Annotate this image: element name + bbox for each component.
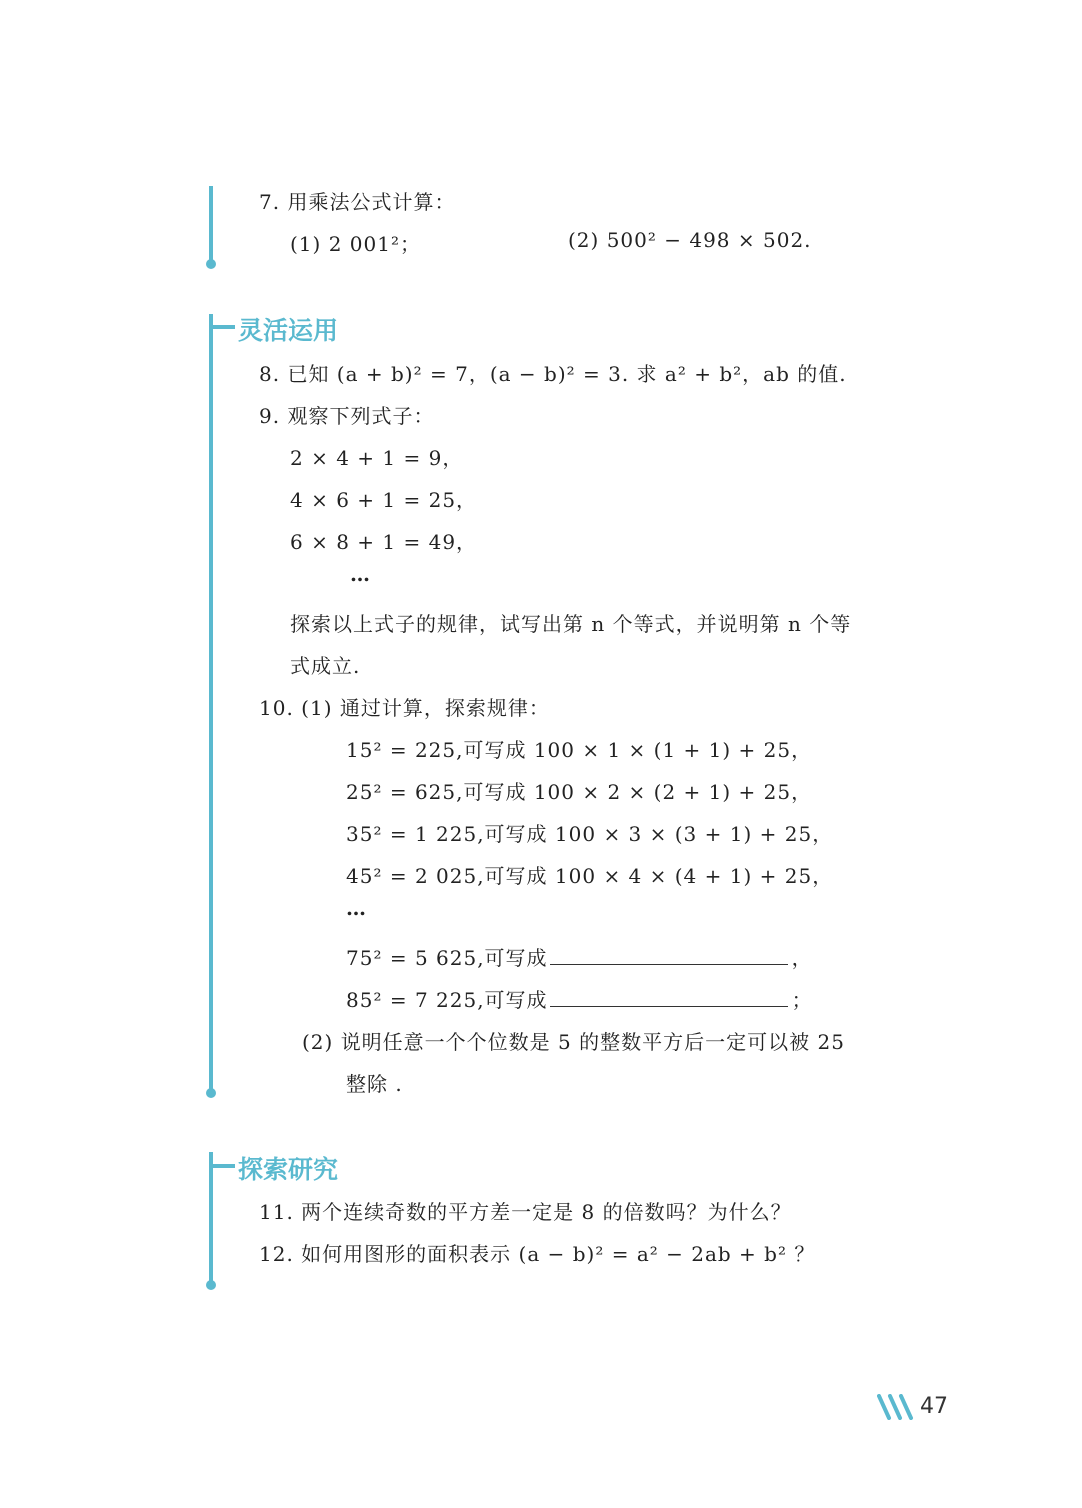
section-marker bbox=[209, 1164, 235, 1168]
question-9-stem: 9. 观察下列式子： bbox=[259, 404, 435, 428]
row-5-prefix: 75² = 5 625,可写成 bbox=[346, 946, 548, 970]
margin-bar bbox=[209, 186, 213, 264]
page-stripes-icon bbox=[877, 1394, 917, 1420]
question-10-row-3: 35² = 1 225,可写成 100 × 3 × (3 + 1) + 25， bbox=[346, 822, 834, 846]
margin-bar bbox=[209, 314, 213, 1094]
question-10-row-4: 45² = 2 025,可写成 100 × 4 × (4 + 1) + 25， bbox=[346, 864, 834, 888]
margin-bar bbox=[209, 1152, 213, 1286]
question-9-task-line-1: 探索以上式子的规律，试写出第 n 个等式，并说明第 n 个等 bbox=[290, 612, 852, 636]
question-8: 8. 已知 (a + b)² = 7，(a − b)² = 3. 求 a² + b²，ab 的值. bbox=[259, 362, 847, 386]
section-title-explore: 探索研究 bbox=[238, 1155, 339, 1184]
question-10-stem: 10. (1) 通过计算，探索规律： bbox=[259, 696, 550, 720]
question-9-ellipsis: … bbox=[350, 562, 371, 586]
question-7-stem: 7. 用乘法公式计算： bbox=[259, 190, 456, 214]
margin-bar-end-dot bbox=[206, 1088, 216, 1098]
question-7-part-1: (1) 2 001²； bbox=[290, 232, 421, 256]
question-10-part-2-line-2: 整除 . bbox=[346, 1072, 403, 1096]
question-9-task-line-2: 式成立. bbox=[290, 654, 361, 678]
question-10-row-2: 25² = 625,可写成 100 × 2 × (2 + 1) + 25， bbox=[346, 780, 813, 804]
page-number: 47 bbox=[920, 1394, 948, 1419]
margin-bar-end-dot bbox=[206, 1280, 216, 1290]
question-9-equation-3: 6 × 8 + 1 = 49， bbox=[290, 530, 478, 554]
question-7-part-2: (2) 500² − 498 × 502. bbox=[568, 228, 812, 252]
question-10-row-1: 15² = 225,可写成 100 × 1 × (1 + 1) + 25， bbox=[346, 738, 813, 762]
margin-bar-end-dot bbox=[206, 259, 216, 269]
question-10-ellipsis: … bbox=[346, 896, 367, 920]
question-11: 11. 两个连续奇数的平方差一定是 8 的倍数吗？为什么？ bbox=[259, 1200, 792, 1224]
question-9-equation-1: 2 × 4 + 1 = 9， bbox=[290, 446, 464, 470]
section-marker bbox=[209, 325, 235, 329]
answer-blank[interactable] bbox=[550, 946, 788, 965]
question-10-row-5 bbox=[346, 942, 813, 971]
question-10-part-2-line-1: (2) 说明任意一个个位数是 5 的整数平方后一定可以被 25 bbox=[302, 1030, 845, 1054]
question-9-equation-2: 4 × 6 + 1 = 25， bbox=[290, 488, 478, 512]
question-12: 12. 如何用图形的面积表示 (a − b)² = a² − 2ab + b² ？ bbox=[259, 1242, 816, 1266]
section-title-flexible: 灵活运用 bbox=[238, 316, 339, 345]
answer-blank[interactable] bbox=[550, 988, 788, 1007]
row-5-suffix: ， bbox=[791, 946, 813, 970]
row-6-suffix: ； bbox=[791, 988, 813, 1012]
question-10-row-6 bbox=[346, 984, 813, 1013]
row-6-prefix: 85² = 7 225,可写成 bbox=[346, 988, 548, 1012]
